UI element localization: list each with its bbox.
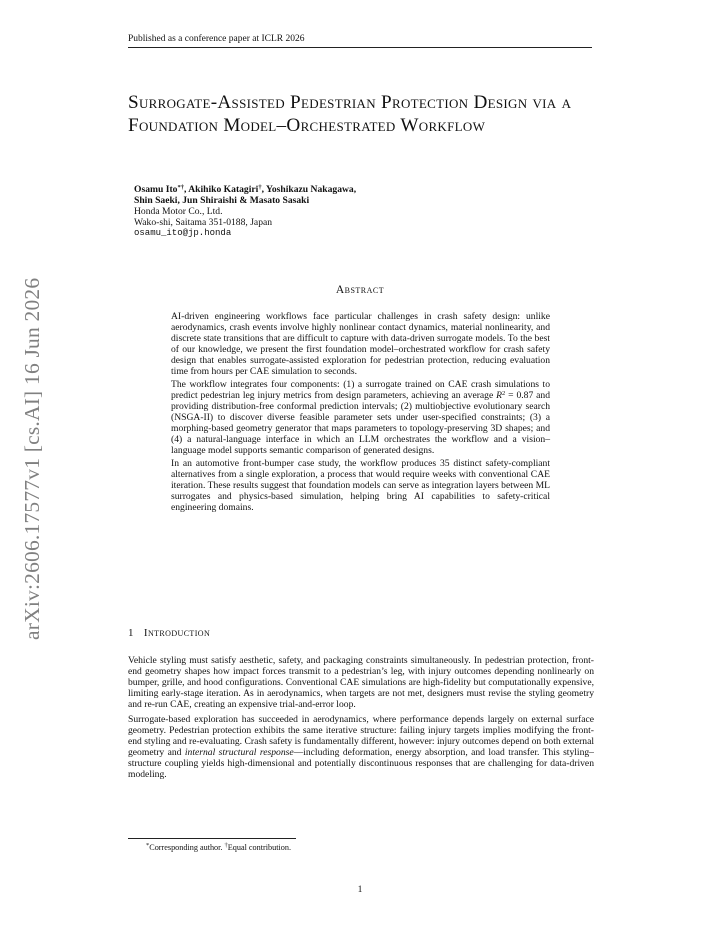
address: Wako-shi, Saitama 351-0188, Japan — [134, 217, 273, 228]
text-run: —including deformation, energy absorption, and load transfer. This styling–structure coupling yields high-dimensional and potentially discontinuous responses that are challenging for data-driven modeling. — [128, 747, 594, 780]
email-link[interactable]: osamu_ito@jp.honda — [134, 228, 232, 238]
author-mark: *† — [177, 184, 184, 191]
abstract-body — [171, 311, 550, 515]
footnote-mark: † — [224, 842, 228, 849]
math-symbol: R — [496, 390, 503, 401]
paper-title: Surrogate-Assisted Pedestrian Protection Design via a Foundation Model–Orchestrated Workflow — [128, 92, 572, 136]
section-heading — [128, 627, 210, 639]
text-run: Surrogate-based exploration has succeeded in aerodynamics, where performance depends largely on external surface geometry. Pedestrian protection exhibits the same iterative structure: failing injury targets implies modifying the front-end styling and re-evaluating. Crash safety is fundamentally different, however: injury outcomes depend on both external geometry and — [128, 714, 594, 758]
author-name: , Akihiko Katagiri — [183, 184, 259, 195]
author-mark: † — [258, 184, 262, 191]
page-number: 1 — [357, 884, 363, 895]
text-run: The workflow integrates four components: (1) a surrogate trained on CAE crash simulations to predict pedestrian leg injury metrics from design parameters, achieving an average — [171, 379, 550, 401]
author-names-line-1 — [134, 184, 574, 195]
author-name: Osamu Ito — [134, 184, 178, 195]
footnote — [146, 843, 291, 852]
abstract-heading: Abstract — [335, 284, 385, 296]
introduction-body — [128, 655, 594, 784]
abstract-paragraph-2 — [171, 379, 550, 456]
text-run: = 0.87 and providing distribution-free conformal prediction intervals; (2) multiobjective evolutionary search (NSGA-II) to discover diverse feasible parameter sets under user-specified constraints; (3) a morphing-based geometry generator that maps parameters to topology-preserving 3D shapes; and (4) a natural-language interface in which an LLM orchestrates the workflow and a vision–language model supports semantic comparison of generated designs. — [171, 390, 551, 456]
abstract-paragraph-3: In an automotive front-bumper case study, the workflow produces 35 distinct safety-compliant alternatives from a single exploration, a process that would require weeks with conventional CAE iteration. These results suggest that foundation models can serve as integration layers between ML surrogates and physics-based simulation, helping bring AI capabilities to safety-critical engineering domains. — [171, 458, 550, 513]
body-paragraph-2 — [128, 714, 594, 780]
math-superscript: 2 — [502, 390, 506, 397]
author-block — [134, 184, 574, 239]
footnote-rule — [128, 838, 296, 839]
conference-header: Published as a conference paper at ICLR 2026 — [128, 34, 592, 48]
body-paragraph-1: Vehicle styling must satisfy aesthetic, safety, and packaging constraints simultaneously. In pedestrian protection, front-end geometry shapes how impact forces transmit to a pedestrian’s leg, with injury outcomes depending nonlinearly on bumper, grille, and hood configurations. Conventional CAE simulations are high-fidelity but computationally expensive, limiting early-stage iteration. As in aerodynamics, when targets are not met, designers must revise the styling geometry and re-run CAE, creating an expensive trial-and-error loop. — [128, 655, 594, 710]
footnote-text: Corresponding author. — [149, 843, 225, 852]
emphasis-text: internal structural response — [184, 747, 294, 758]
footnote-text: Equal contribution. — [227, 843, 291, 852]
arxiv-stamp: arXiv:2606.17577v1 [cs.AI] 16 Jun 2026 — [20, 277, 44, 640]
section-title: Introduction — [143, 627, 211, 639]
author-names-line-2: Shin Saeki, Jun Shiraishi & Masato Sasaki — [134, 195, 310, 206]
section-number: 1 — [128, 627, 134, 639]
author-name: , Yoshikazu Nakagawa, — [261, 184, 357, 195]
abstract-paragraph-1: AI-driven engineering workflows face particular challenges in crash safety design: unlike aerodynamics, crash events involve highly nonlinear contact dynamics, material nonlinearity, and discrete state transitions that are difficult to capture with data-driven surrogate models. To the best of our knowledge, we present the first foundation model–orchestrated workflow for crash safety design that enables surrogate-assisted exploration for pedestrian protection, reducing evaluation time from hours per CAE simulation to seconds. — [171, 311, 550, 377]
footnote-mark: * — [146, 842, 150, 849]
affiliation: Honda Motor Co., Ltd. — [134, 206, 223, 217]
